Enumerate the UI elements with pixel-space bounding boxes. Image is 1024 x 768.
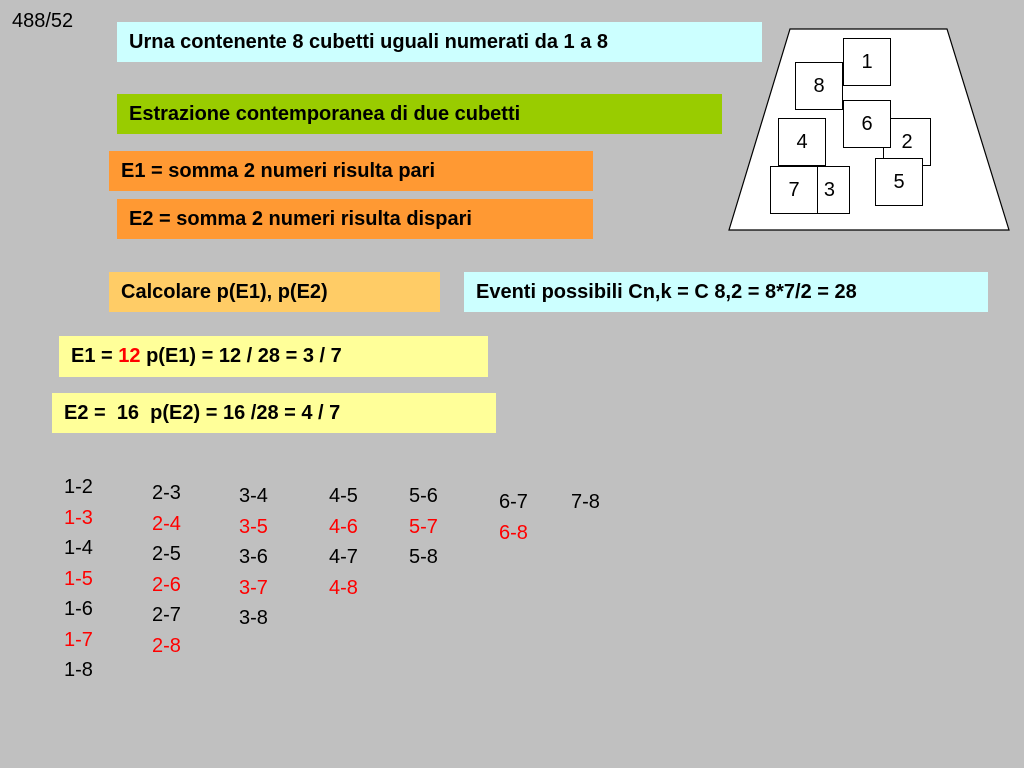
pair-item: 2-3	[152, 482, 181, 504]
calculate-box: Calcolare p(E1), p(E2)	[109, 272, 440, 312]
e1-count-highlight: 12	[118, 345, 141, 367]
possible-events-box: Eventi possibili Cn,k = C 8,2 = 8*7/2 = 28	[464, 272, 988, 312]
pairs-column-4	[329, 481, 358, 603]
pair-item: 1-3	[64, 506, 93, 529]
cube-7: 7	[770, 166, 818, 214]
cube-5: 5	[875, 158, 923, 206]
pairs-column-2	[152, 478, 181, 661]
pair-item: 4-8	[329, 576, 358, 599]
pair-item: 1-8	[64, 659, 93, 681]
pair-item: 1-6	[64, 598, 93, 620]
e1-definition-box: E1 = somma 2 numeri risulta pari	[109, 151, 593, 191]
extraction-box: Estrazione contemporanea di due cubetti	[117, 94, 722, 134]
pairs-column-7	[571, 487, 600, 518]
pair-item: 2-4	[152, 512, 181, 535]
pair-item: 2-7	[152, 604, 181, 626]
pair-item: 3-6	[239, 546, 268, 568]
pair-item: 2-6	[152, 573, 181, 596]
pair-item: 1-5	[64, 567, 93, 590]
pair-item: 1-4	[64, 537, 93, 559]
e2-result-box: E2 = 16 p(E2) = 16 /28 = 4 / 7	[52, 393, 496, 433]
pairs-column-1	[64, 472, 93, 686]
pair-item: 3-8	[239, 607, 268, 629]
pair-item: 7-8	[571, 491, 600, 513]
cube-2: 2	[883, 118, 931, 166]
cube-1: 1	[843, 38, 891, 86]
pair-item: 3-5	[239, 515, 268, 538]
pair-item: 5-8	[409, 546, 438, 568]
cube-3: 3	[802, 166, 850, 214]
pair-item: 2-5	[152, 543, 181, 565]
pair-item: 6-8	[499, 521, 528, 544]
pairs-column-5	[409, 481, 438, 573]
pair-item: 2-8	[152, 634, 181, 657]
urn-description-box: Urna contenente 8 cubetti uguali numerati da 1 a 8	[117, 22, 762, 62]
pair-item: 6-7	[499, 491, 528, 513]
pair-item: 5-6	[409, 485, 438, 507]
e1-result-box	[59, 336, 488, 377]
page-number: 488/52	[12, 10, 74, 32]
pair-item: 3-4	[239, 485, 268, 507]
pair-item: 5-7	[409, 515, 438, 538]
pair-item: 4-5	[329, 485, 358, 507]
pairs-column-6	[499, 487, 528, 548]
e2-definition-box: E2 = somma 2 numeri risulta dispari	[117, 199, 593, 239]
cube-6: 6	[843, 100, 891, 148]
pair-item: 4-7	[329, 546, 358, 568]
pair-item: 1-7	[64, 628, 93, 651]
e1-result-rest: p(E1) = 12 / 28 = 3 / 7	[140, 345, 342, 367]
e1-result-prefix: E1 =	[71, 345, 119, 367]
pairs-column-3	[239, 481, 268, 634]
cube-4: 4	[778, 118, 826, 166]
cube-8: 8	[795, 62, 843, 110]
pair-item: 4-6	[329, 515, 358, 538]
pair-item: 1-2	[64, 476, 93, 498]
pair-item: 3-7	[239, 576, 268, 599]
